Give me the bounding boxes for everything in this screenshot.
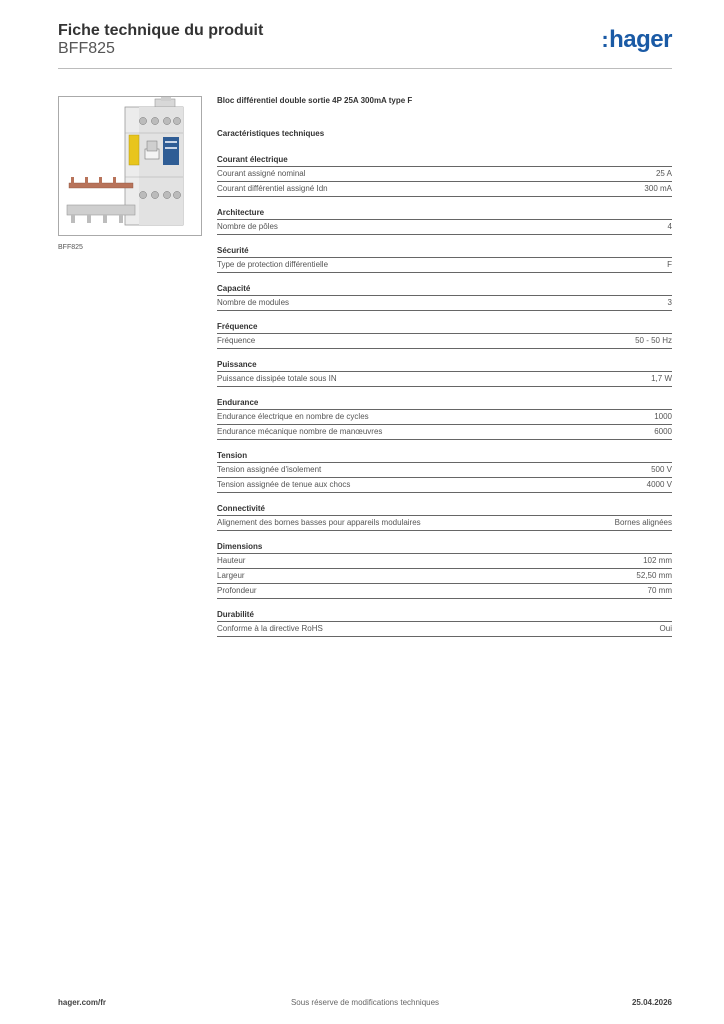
spec-value: 52,50 mm <box>636 571 672 580</box>
section-title: Puissance <box>217 359 672 372</box>
spec-row <box>217 554 672 569</box>
spec-row <box>217 463 672 478</box>
section-title: Sécurité <box>217 245 672 258</box>
spec-value: 50 - 50 Hz <box>635 336 672 345</box>
product-illustration <box>59 97 201 235</box>
section-title: Courant électrique <box>217 154 672 167</box>
page-footer <box>58 998 672 1010</box>
spec-label: Endurance mécanique nombre de manœuvres <box>217 427 383 436</box>
hager-logo[interactable] <box>601 26 672 54</box>
spec-row <box>217 258 672 273</box>
specification-panel <box>217 95 672 647</box>
spec-value: 4000 V <box>646 480 672 489</box>
spec-value: F <box>667 260 672 269</box>
product-image <box>58 96 202 236</box>
spec-row <box>217 372 672 387</box>
spec-label: Courant assigné nominal <box>217 169 306 178</box>
section-title: Endurance <box>217 397 672 410</box>
logo-text: hager <box>609 26 672 53</box>
spec-section <box>217 609 672 637</box>
spec-section <box>217 541 672 599</box>
spec-heading: Caractéristiques techniques <box>217 129 325 138</box>
spec-row <box>217 478 672 493</box>
spec-section <box>217 503 672 531</box>
page-header <box>58 20 672 70</box>
spec-section <box>217 283 672 311</box>
spec-row <box>217 516 672 531</box>
spec-value: 300 mA <box>644 184 672 193</box>
spec-label: Fréquence <box>217 336 256 345</box>
spec-value: 500 V <box>651 465 672 474</box>
spec-label: Tension assignée de tenue aux chocs <box>217 480 351 489</box>
section-title: Tension <box>217 450 672 463</box>
spec-label: Type de protection différentielle <box>217 260 329 269</box>
product-description: Bloc différentiel double sortie 4P 25A 300mA type F <box>217 96 413 105</box>
spec-value: 4 <box>667 222 672 231</box>
section-title: Durabilité <box>217 609 672 622</box>
spec-section <box>217 397 672 440</box>
spec-section <box>217 207 672 235</box>
spec-value: 3 <box>667 298 672 307</box>
spec-row <box>217 569 672 584</box>
spec-section <box>217 450 672 493</box>
spec-label: Nombre de pôles <box>217 222 278 231</box>
spec-row <box>217 410 672 425</box>
spec-sections <box>217 154 672 637</box>
spec-row <box>217 182 672 197</box>
image-caption: BFF825 <box>58 244 83 251</box>
spec-value: 1000 <box>654 412 672 421</box>
spec-label: Alignement des bornes basses pour appareils modulaires <box>217 518 421 527</box>
spec-value: 1,7 W <box>651 374 672 383</box>
section-title: Dimensions <box>217 541 672 554</box>
spec-section <box>217 321 672 349</box>
spec-label: Conforme à la directive RoHS <box>217 624 323 633</box>
footer-notice: Sous réserve de modifications techniques <box>290 998 440 1007</box>
spec-label: Puissance dissipée totale sous IN <box>217 374 337 383</box>
spec-label: Courant différentiel assigné Idn <box>217 184 328 193</box>
section-title: Fréquence <box>217 321 672 334</box>
spec-row <box>217 167 672 182</box>
spec-row <box>217 425 672 440</box>
spec-row <box>217 296 672 311</box>
section-title: Architecture <box>217 207 672 220</box>
footer-date: 25.04.2026 <box>631 998 672 1007</box>
spec-value: Oui <box>659 624 672 633</box>
spec-label: Tension assignée d'isolement <box>217 465 322 474</box>
spec-section <box>217 245 672 273</box>
header-divider <box>58 68 672 69</box>
spec-section <box>217 154 672 197</box>
spec-value: Bornes alignées <box>614 518 672 527</box>
page-title: Fiche technique du produit <box>58 22 264 39</box>
section-title: Connectivité <box>217 503 672 516</box>
spec-value: 25 A <box>655 169 672 178</box>
spec-value: 102 mm <box>643 556 672 565</box>
spec-label: Nombre de modules <box>217 298 290 307</box>
spec-label: Largeur <box>217 571 245 580</box>
spec-label: Profondeur <box>217 586 257 595</box>
logo-mark: : <box>601 27 609 52</box>
section-title: Capacité <box>217 283 672 296</box>
spec-value: 70 mm <box>647 586 672 595</box>
spec-row <box>217 622 672 637</box>
spec-section <box>217 359 672 387</box>
spec-label: Endurance électrique en nombre de cycles <box>217 412 369 421</box>
spec-row <box>217 584 672 599</box>
spec-row <box>217 334 672 349</box>
spec-row <box>217 220 672 235</box>
footer-website-link[interactable]: hager.com/fr <box>58 998 107 1007</box>
spec-label: Hauteur <box>217 556 246 565</box>
product-reference: BFF825 <box>58 40 115 57</box>
spec-value: 6000 <box>654 427 672 436</box>
